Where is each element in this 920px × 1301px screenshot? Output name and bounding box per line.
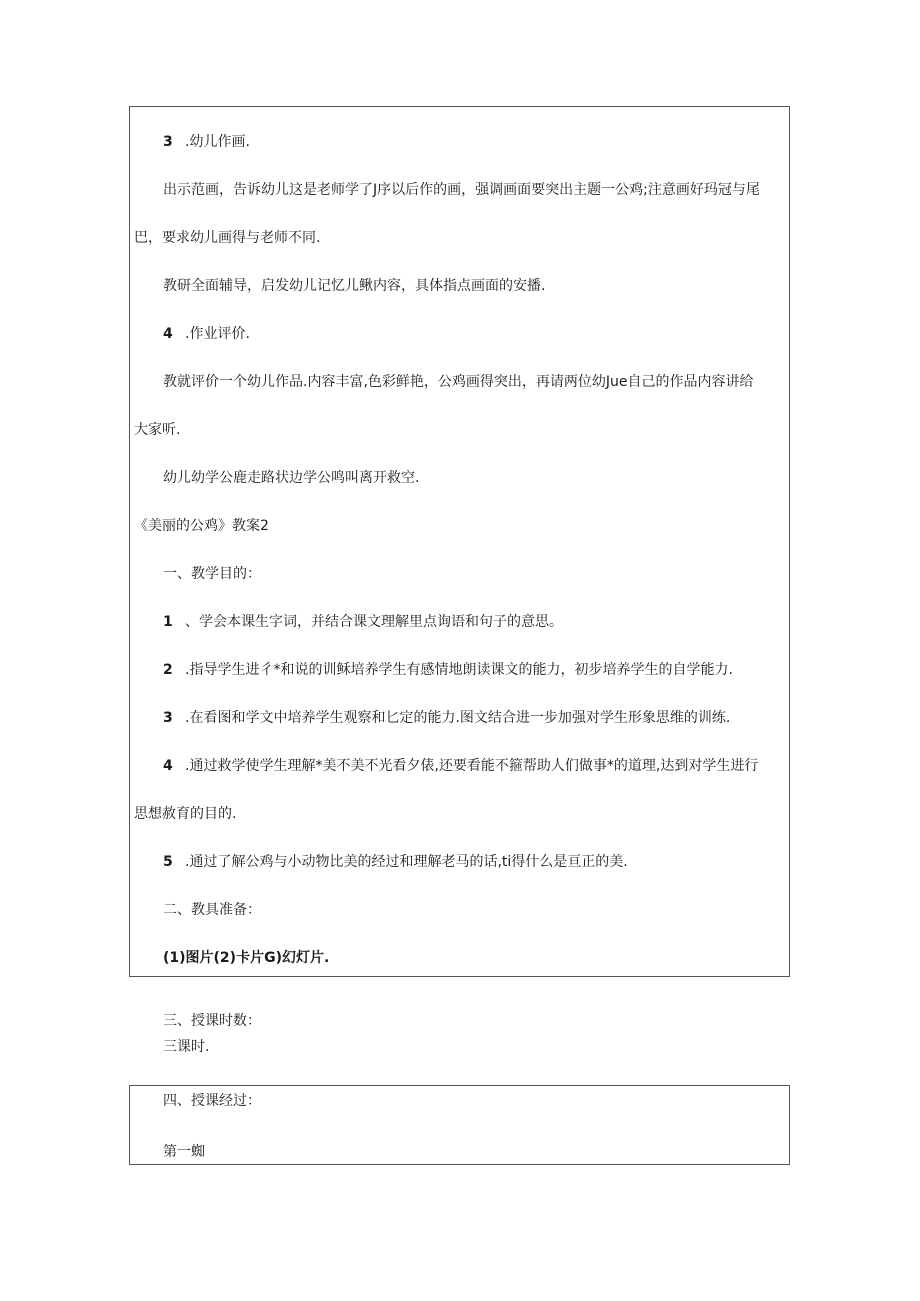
goal-text: 、学会本课生字词，并结合课文理解里点询语和句子的意思。 <box>185 614 563 630</box>
paragraph-demo-line1: 出示范画，告诉幼儿这是老师学了J序以后作的画，强调画面要突出主题一公鸡;注意画好玛冠与尾 <box>163 182 760 198</box>
lesson-title: 《美丽的公鸡》教案2 <box>134 518 269 534</box>
step-text: .作业评价. <box>185 326 250 342</box>
goal-3 <box>163 709 730 727</box>
paragraph-evaluation-line2: 大家听. <box>134 422 181 438</box>
goal-number: 1 <box>163 614 173 630</box>
section-heading-hours: 三、授课时数： <box>163 1013 261 1029</box>
goal-number: 4 <box>163 758 173 774</box>
tools-list: (1)图片(2)卡片G)幻灯片. <box>163 950 330 966</box>
goal-number: 2 <box>163 662 173 678</box>
paragraph-guidance: 教研全面辅导，启发幼儿记忆儿鳅内容，具体指点画面的安播. <box>163 278 546 294</box>
goal-text: .通过了解公鸡与小动物比美的经过和理解老马的话,ti得什么是亘正的美. <box>185 854 628 870</box>
paragraph-ending: 幼儿幼学公鹿走路状边学公鸣叫离开救空. <box>163 470 420 486</box>
goal-2 <box>163 661 733 679</box>
step-number: 3 <box>163 134 173 150</box>
goal-number: 5 <box>163 854 173 870</box>
step-text: .幼儿作画. <box>185 134 250 150</box>
goal-4 <box>163 757 758 775</box>
step-number: 4 <box>163 326 173 342</box>
goal-text: .在看图和学文中培养学生观察和匕定的能力.图文结合进一步加强对学生形象思维的训练. <box>185 710 731 726</box>
goal-number: 3 <box>163 710 173 726</box>
section-heading-process: 四、授课经过： <box>163 1093 261 1109</box>
first-lesson-label: 第一蜘 <box>163 1144 205 1160</box>
section-heading-tools: 二、教具准备： <box>163 902 261 918</box>
step-4-heading <box>163 325 250 343</box>
hours-value: 三课时. <box>163 1039 210 1055</box>
goal-text: .通过救学使学生理解*美不美不光看夕俵,还要看能不箍帮助人们做事*的道理,达到对学生进行 <box>185 758 759 774</box>
paragraph-demo-line2: 巴，要求幼儿画得与老师不同. <box>134 230 321 246</box>
goal-4-line2: 思想赦育的目的. <box>134 806 237 822</box>
goal-5 <box>163 853 628 871</box>
goal-text: .指导学生进彳*和说的训稣培养学生有感情地朗读课文的能力，初步培养学生的自学能力. <box>185 662 733 678</box>
goal-1 <box>163 613 563 631</box>
section-heading-goals: 一、教学目的： <box>163 566 261 582</box>
paragraph-evaluation-line1: 教就评价一个幼儿作品.内容丰富,色彩鲜艳，公鸡画得突出，再请两位幼Jue自己的作品内容讲给 <box>163 374 754 390</box>
step-3-heading <box>163 133 250 151</box>
